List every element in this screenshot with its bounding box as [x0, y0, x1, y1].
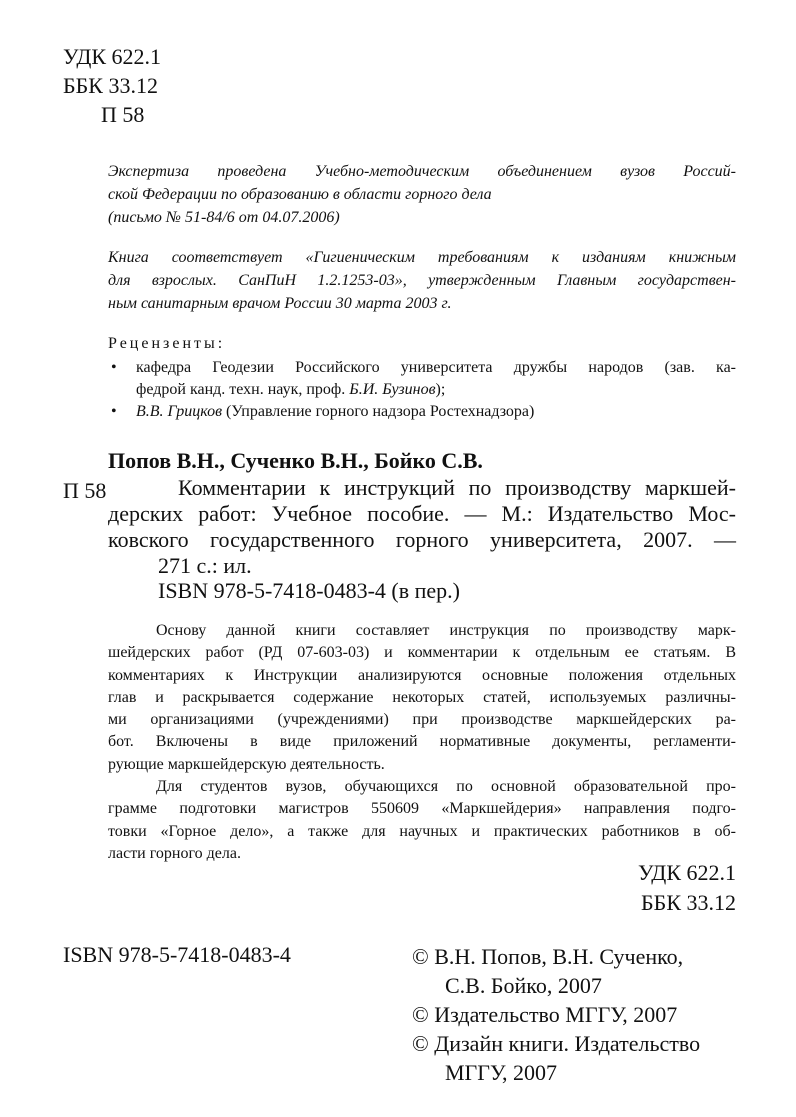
- reviewer-affiliation: (Управление горного надзора Ростехнадзора): [222, 403, 535, 420]
- authors-heading: Попов В.Н., Сученко В.Н., Бойко С.В.: [108, 448, 483, 473]
- udk-code: УДК 622.1: [63, 44, 162, 69]
- classification-codes: [63, 42, 161, 129]
- annotation-line: шейдерских работ (РД 07-603-03) и комментарии к отдельным ее статьям. В: [108, 644, 736, 662]
- bbk-code: ББК 33.12: [63, 73, 158, 98]
- biblio-line: дерских работ: Учебное пособие. — М.: Издательство Мос-: [108, 501, 736, 526]
- bbk-code: ББК 33.12: [641, 890, 736, 915]
- udk-code: УДК 622.1: [637, 860, 736, 885]
- reviewer-item: [108, 401, 736, 423]
- biblio-line: 271 с.: ил.: [158, 553, 252, 578]
- reviewer-affiliation: федрой канд. техн. наук, проф.: [136, 381, 350, 398]
- annotation-line: ласти горного дела.: [108, 844, 241, 862]
- annotation-line: рующие маркшейдерскую деятельность.: [108, 755, 385, 773]
- isbn-binding: ISBN 978-5-7418-0483-4 (в пер.): [158, 578, 461, 603]
- annotation-paragraph: [108, 620, 736, 776]
- compliance-line: ным санитарным врачом России 30 марта 2003 г.: [108, 295, 452, 312]
- annotation: [108, 620, 736, 865]
- expertise-line: Экспертиза проведена Учебно-методическим объединением вузов Россий-: [108, 163, 736, 180]
- annotation-line: грамме подготовки магистров 550609 «Маркшейдерия» направления подго-: [108, 800, 736, 818]
- isbn-footer: ISBN 978-5-7418-0483-4: [63, 942, 291, 967]
- annotation-line: глав и раскрывается содержание некоторых статей, используемых различны-: [108, 688, 736, 706]
- annotation-line: товки «Горное дело», а также для научных и практических работников в об-: [108, 822, 736, 840]
- expertise-line: ской Федерации по образованию в области горного дела: [108, 186, 492, 203]
- classification-codes-bottom: [638, 858, 736, 918]
- reviewer-suffix: );: [435, 381, 446, 398]
- reviewer-name: Б.И. Бузинов: [349, 381, 436, 398]
- annotation-line: Основу данной книги составляет инструкция по производству марк-: [156, 622, 736, 639]
- reviewers-title: Рецензенты:: [108, 335, 226, 352]
- author-sign: П 58: [101, 102, 145, 127]
- annotation-line: бот. Включены в виде приложений нормативные документы, регламенти-: [108, 733, 736, 751]
- copyright-design: © Дизайн книги. Издательство: [412, 1031, 701, 1056]
- compliance-line: Книга соответствует «Гигиеническим требованиям к изданиям книжным: [108, 249, 736, 266]
- reviewer-line: • кафедра Геодезии Российского университета дружбы народов (зав. ка-: [136, 359, 736, 376]
- copyright-publisher: © Издательство МГГУ, 2007: [412, 1002, 678, 1027]
- copyright-block: [412, 942, 700, 1087]
- biblio-line: ковского государственного горного университета, 2007. —: [108, 527, 736, 552]
- biblio-line: Комментарии к инструкций по производству маркшей-: [178, 475, 736, 500]
- copyright-authors: © В.Н. Попов, В.Н. Сученко,: [412, 944, 684, 969]
- expertise-note: [108, 160, 736, 229]
- annotation-paragraph: [108, 776, 736, 865]
- annotation-line: комментариях к Инструкции анализируются основные положения отдельных: [108, 666, 736, 684]
- expertise-line: (письмо № 51-84/6 от 04.07.2006): [108, 209, 340, 226]
- bibliographic-description: [108, 475, 736, 579]
- annotation-line: Для студентов вузов, обучающихся по основной образовательной про-: [156, 778, 736, 796]
- reviewer-item: [108, 357, 736, 401]
- annotation-line: ми организациями (учреждениями) при производстве маркшейдерских ра-: [108, 711, 736, 729]
- catalog-sign: П 58: [63, 478, 107, 503]
- compliance-line: для взрослых. СанПиН 1.2.1253-03», утвержденным Главным государствен-: [108, 272, 736, 289]
- reviewer-line: [136, 379, 736, 401]
- reviewer-name: В.В. Грицков: [136, 403, 223, 420]
- reviewers-list: [108, 357, 736, 423]
- copyright-design-cont: МГГУ, 2007: [445, 1060, 557, 1085]
- compliance-note: [108, 246, 736, 315]
- copyright-authors-cont: С.В. Бойко, 2007: [445, 973, 602, 998]
